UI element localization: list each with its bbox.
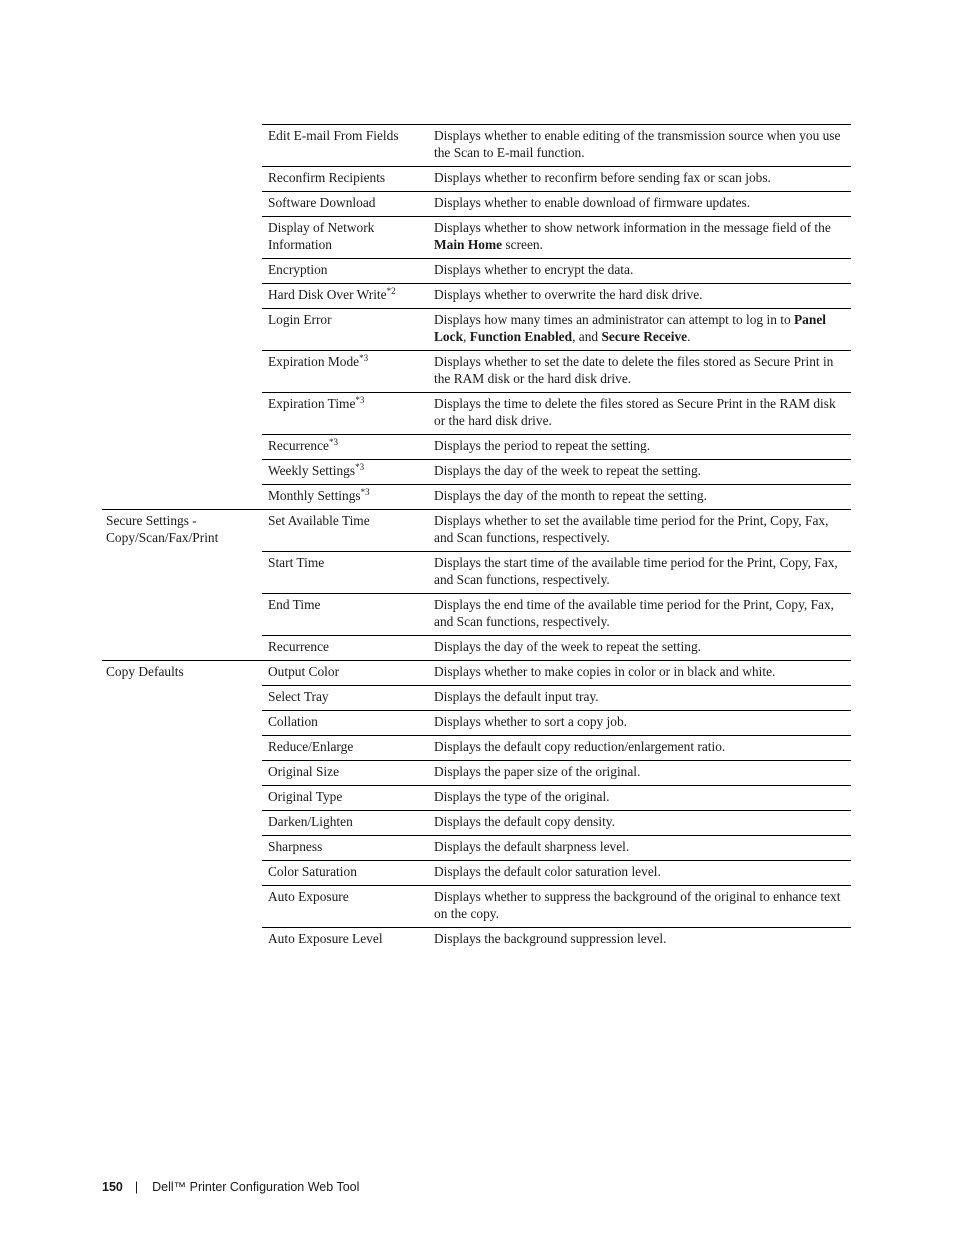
- description-cell: Displays whether to enable editing of the transmission source when you use the Scan to E-mail function.: [429, 125, 851, 167]
- item-label: Expiration Mode: [268, 354, 360, 369]
- table-row: [102, 217, 851, 259]
- table-row: [102, 309, 851, 351]
- ui-term-panel-lock: Panel Lock: [434, 312, 826, 344]
- group-cell: [102, 167, 262, 192]
- description-cell: Displays the day of the week to repeat the setting.: [429, 636, 851, 661]
- page-footer: [102, 1180, 359, 1194]
- group-cell-copy-defaults: Copy Defaults: [102, 661, 262, 686]
- footer-title: Dell™ Printer Configuration Web Tool: [152, 1180, 360, 1194]
- item-cell: Color Saturation: [262, 861, 429, 886]
- settings-table: [102, 124, 851, 952]
- group-cell: [102, 351, 262, 393]
- footnote-marker: *2: [386, 286, 396, 296]
- ui-term-secure-receive: Secure Receive: [601, 329, 688, 344]
- group-cell: [102, 192, 262, 217]
- ui-term-function-enabled: Function Enabled: [469, 329, 573, 344]
- group-cell: [102, 393, 262, 435]
- table-row: [102, 661, 851, 686]
- item-cell: End Time: [262, 594, 429, 636]
- item-cell: [262, 393, 429, 435]
- group-cell: [102, 786, 262, 811]
- description-cell: Displays the paper size of the original.: [429, 761, 851, 786]
- group-cell: [102, 125, 262, 167]
- group-cell: [102, 485, 262, 510]
- item-cell: Encryption: [262, 259, 429, 284]
- footnote-marker: *3: [355, 462, 365, 472]
- group-cell: [102, 552, 262, 594]
- description-cell: Displays the type of the original.: [429, 786, 851, 811]
- item-cell: Select Tray: [262, 686, 429, 711]
- item-cell: Original Size: [262, 761, 429, 786]
- item-cell: [262, 351, 429, 393]
- item-cell: Reconfirm Recipients: [262, 167, 429, 192]
- group-cell: [102, 636, 262, 661]
- table-row: [102, 460, 851, 485]
- table-row: [102, 811, 851, 836]
- description-text: ,: [463, 329, 470, 344]
- description-cell: Displays the end time of the available time period for the Print, Copy, Fax, and Scan functions, respectively.: [429, 594, 851, 636]
- group-cell: [102, 928, 262, 953]
- table-row: [102, 686, 851, 711]
- item-cell: [262, 284, 429, 309]
- table-row: [102, 761, 851, 786]
- group-cell: [102, 594, 262, 636]
- item-cell: Auto Exposure Level: [262, 928, 429, 953]
- group-cell-secure-settings: Secure Settings - Copy/Scan/Fax/Print: [102, 510, 262, 552]
- description-text: screen.: [502, 237, 543, 252]
- item-cell: Collation: [262, 711, 429, 736]
- group-cell: [102, 711, 262, 736]
- description-cell: Displays the start time of the available time period for the Print, Copy, Fax, and Scan functions, respectively.: [429, 552, 851, 594]
- description-cell: Displays the default copy reduction/enlargement ratio.: [429, 736, 851, 761]
- group-cell: [102, 686, 262, 711]
- description-cell: Displays whether to encrypt the data.: [429, 259, 851, 284]
- group-cell: [102, 886, 262, 928]
- item-cell: Set Available Time: [262, 510, 429, 552]
- description-cell: Displays whether to set the date to delete the files stored as Secure Print in the RAM disk or the hard disk drive.: [429, 351, 851, 393]
- item-cell: Edit E-mail From Fields: [262, 125, 429, 167]
- table-row: [102, 125, 851, 167]
- item-cell: Reduce/Enlarge: [262, 736, 429, 761]
- item-cell: Output Color: [262, 661, 429, 686]
- item-cell: Start Time: [262, 552, 429, 594]
- description-cell: Displays whether to enable download of firmware updates.: [429, 192, 851, 217]
- ui-term-main-home: Main Home: [434, 237, 503, 252]
- table-row: [102, 928, 851, 953]
- description-cell: Displays the default copy density.: [429, 811, 851, 836]
- description-cell: Displays the default sharpness level.: [429, 836, 851, 861]
- description-cell: Displays whether to sort a copy job.: [429, 711, 851, 736]
- table-row: [102, 259, 851, 284]
- description-cell: Displays the day of the month to repeat the setting.: [429, 485, 851, 510]
- footnote-marker: *3: [355, 395, 365, 405]
- table-row: [102, 836, 851, 861]
- table-row: [102, 192, 851, 217]
- item-label: Monthly Settings: [268, 488, 361, 503]
- item-cell: Login Error: [262, 309, 429, 351]
- table-row: [102, 594, 851, 636]
- group-cell: [102, 811, 262, 836]
- description-cell: Displays whether to set the available time period for the Print, Copy, Fax, and Scan functions, respectively.: [429, 510, 851, 552]
- description-cell: Displays the period to repeat the setting.: [429, 435, 851, 460]
- description-text: , and: [572, 329, 602, 344]
- table-row: [102, 552, 851, 594]
- description-cell: Displays whether to overwrite the hard disk drive.: [429, 284, 851, 309]
- item-cell: Software Download: [262, 192, 429, 217]
- item-cell: Darken/Lighten: [262, 811, 429, 836]
- table-row: [102, 393, 851, 435]
- item-cell: [262, 435, 429, 460]
- item-cell: Sharpness: [262, 836, 429, 861]
- item-label: Weekly Settings: [268, 463, 356, 478]
- group-cell: [102, 284, 262, 309]
- group-cell: [102, 435, 262, 460]
- table-row: [102, 167, 851, 192]
- table-row: [102, 711, 851, 736]
- description-cell: Displays the background suppression level.: [429, 928, 851, 953]
- item-cell: Auto Exposure: [262, 886, 429, 928]
- item-cell: Recurrence: [262, 636, 429, 661]
- description-text: .: [687, 329, 691, 344]
- item-cell: Display of Network Information: [262, 217, 429, 259]
- description-cell: Displays the default color saturation level.: [429, 861, 851, 886]
- table-row: [102, 485, 851, 510]
- group-cell: [102, 861, 262, 886]
- page-number: 150: [102, 1180, 123, 1194]
- group-cell: [102, 309, 262, 351]
- item-cell: Original Type: [262, 786, 429, 811]
- footnote-marker: *3: [328, 437, 338, 447]
- table-row: [102, 886, 851, 928]
- item-label: Hard Disk Over Write: [268, 287, 387, 302]
- group-cell: [102, 836, 262, 861]
- table-row: [102, 510, 851, 552]
- group-cell: [102, 217, 262, 259]
- group-cell: [102, 460, 262, 485]
- description-cell: Displays the time to delete the files stored as Secure Print in the RAM disk or the hard disk drive.: [429, 393, 851, 435]
- table-row: [102, 786, 851, 811]
- description-text: Displays how many times an administrator can attempt to log in to: [434, 312, 794, 327]
- description-cell: [429, 309, 851, 351]
- group-cell: [102, 736, 262, 761]
- description-cell: Displays whether to suppress the background of the original to enhance text on the copy.: [429, 886, 851, 928]
- item-label: Expiration Time: [268, 396, 356, 411]
- table-row: [102, 861, 851, 886]
- table-row: [102, 736, 851, 761]
- item-cell: [262, 460, 429, 485]
- description-cell: Displays whether to make copies in color or in black and white.: [429, 661, 851, 686]
- footnote-marker: *3: [359, 353, 369, 363]
- footnote-marker: *3: [360, 487, 370, 497]
- description-cell: Displays the default input tray.: [429, 686, 851, 711]
- description-text: Displays whether to show network information in the message field of the: [434, 220, 831, 235]
- group-cell: [102, 761, 262, 786]
- table-row: [102, 435, 851, 460]
- description-cell: Displays the day of the week to repeat the setting.: [429, 460, 851, 485]
- table-row: [102, 351, 851, 393]
- item-label: Recurrence: [268, 438, 329, 453]
- item-cell: [262, 485, 429, 510]
- table-row: [102, 636, 851, 661]
- group-cell: [102, 259, 262, 284]
- description-cell: Displays whether to reconfirm before sending fax or scan jobs.: [429, 167, 851, 192]
- table-row: [102, 284, 851, 309]
- description-cell: [429, 217, 851, 259]
- footer-separator: |: [134, 1180, 139, 1194]
